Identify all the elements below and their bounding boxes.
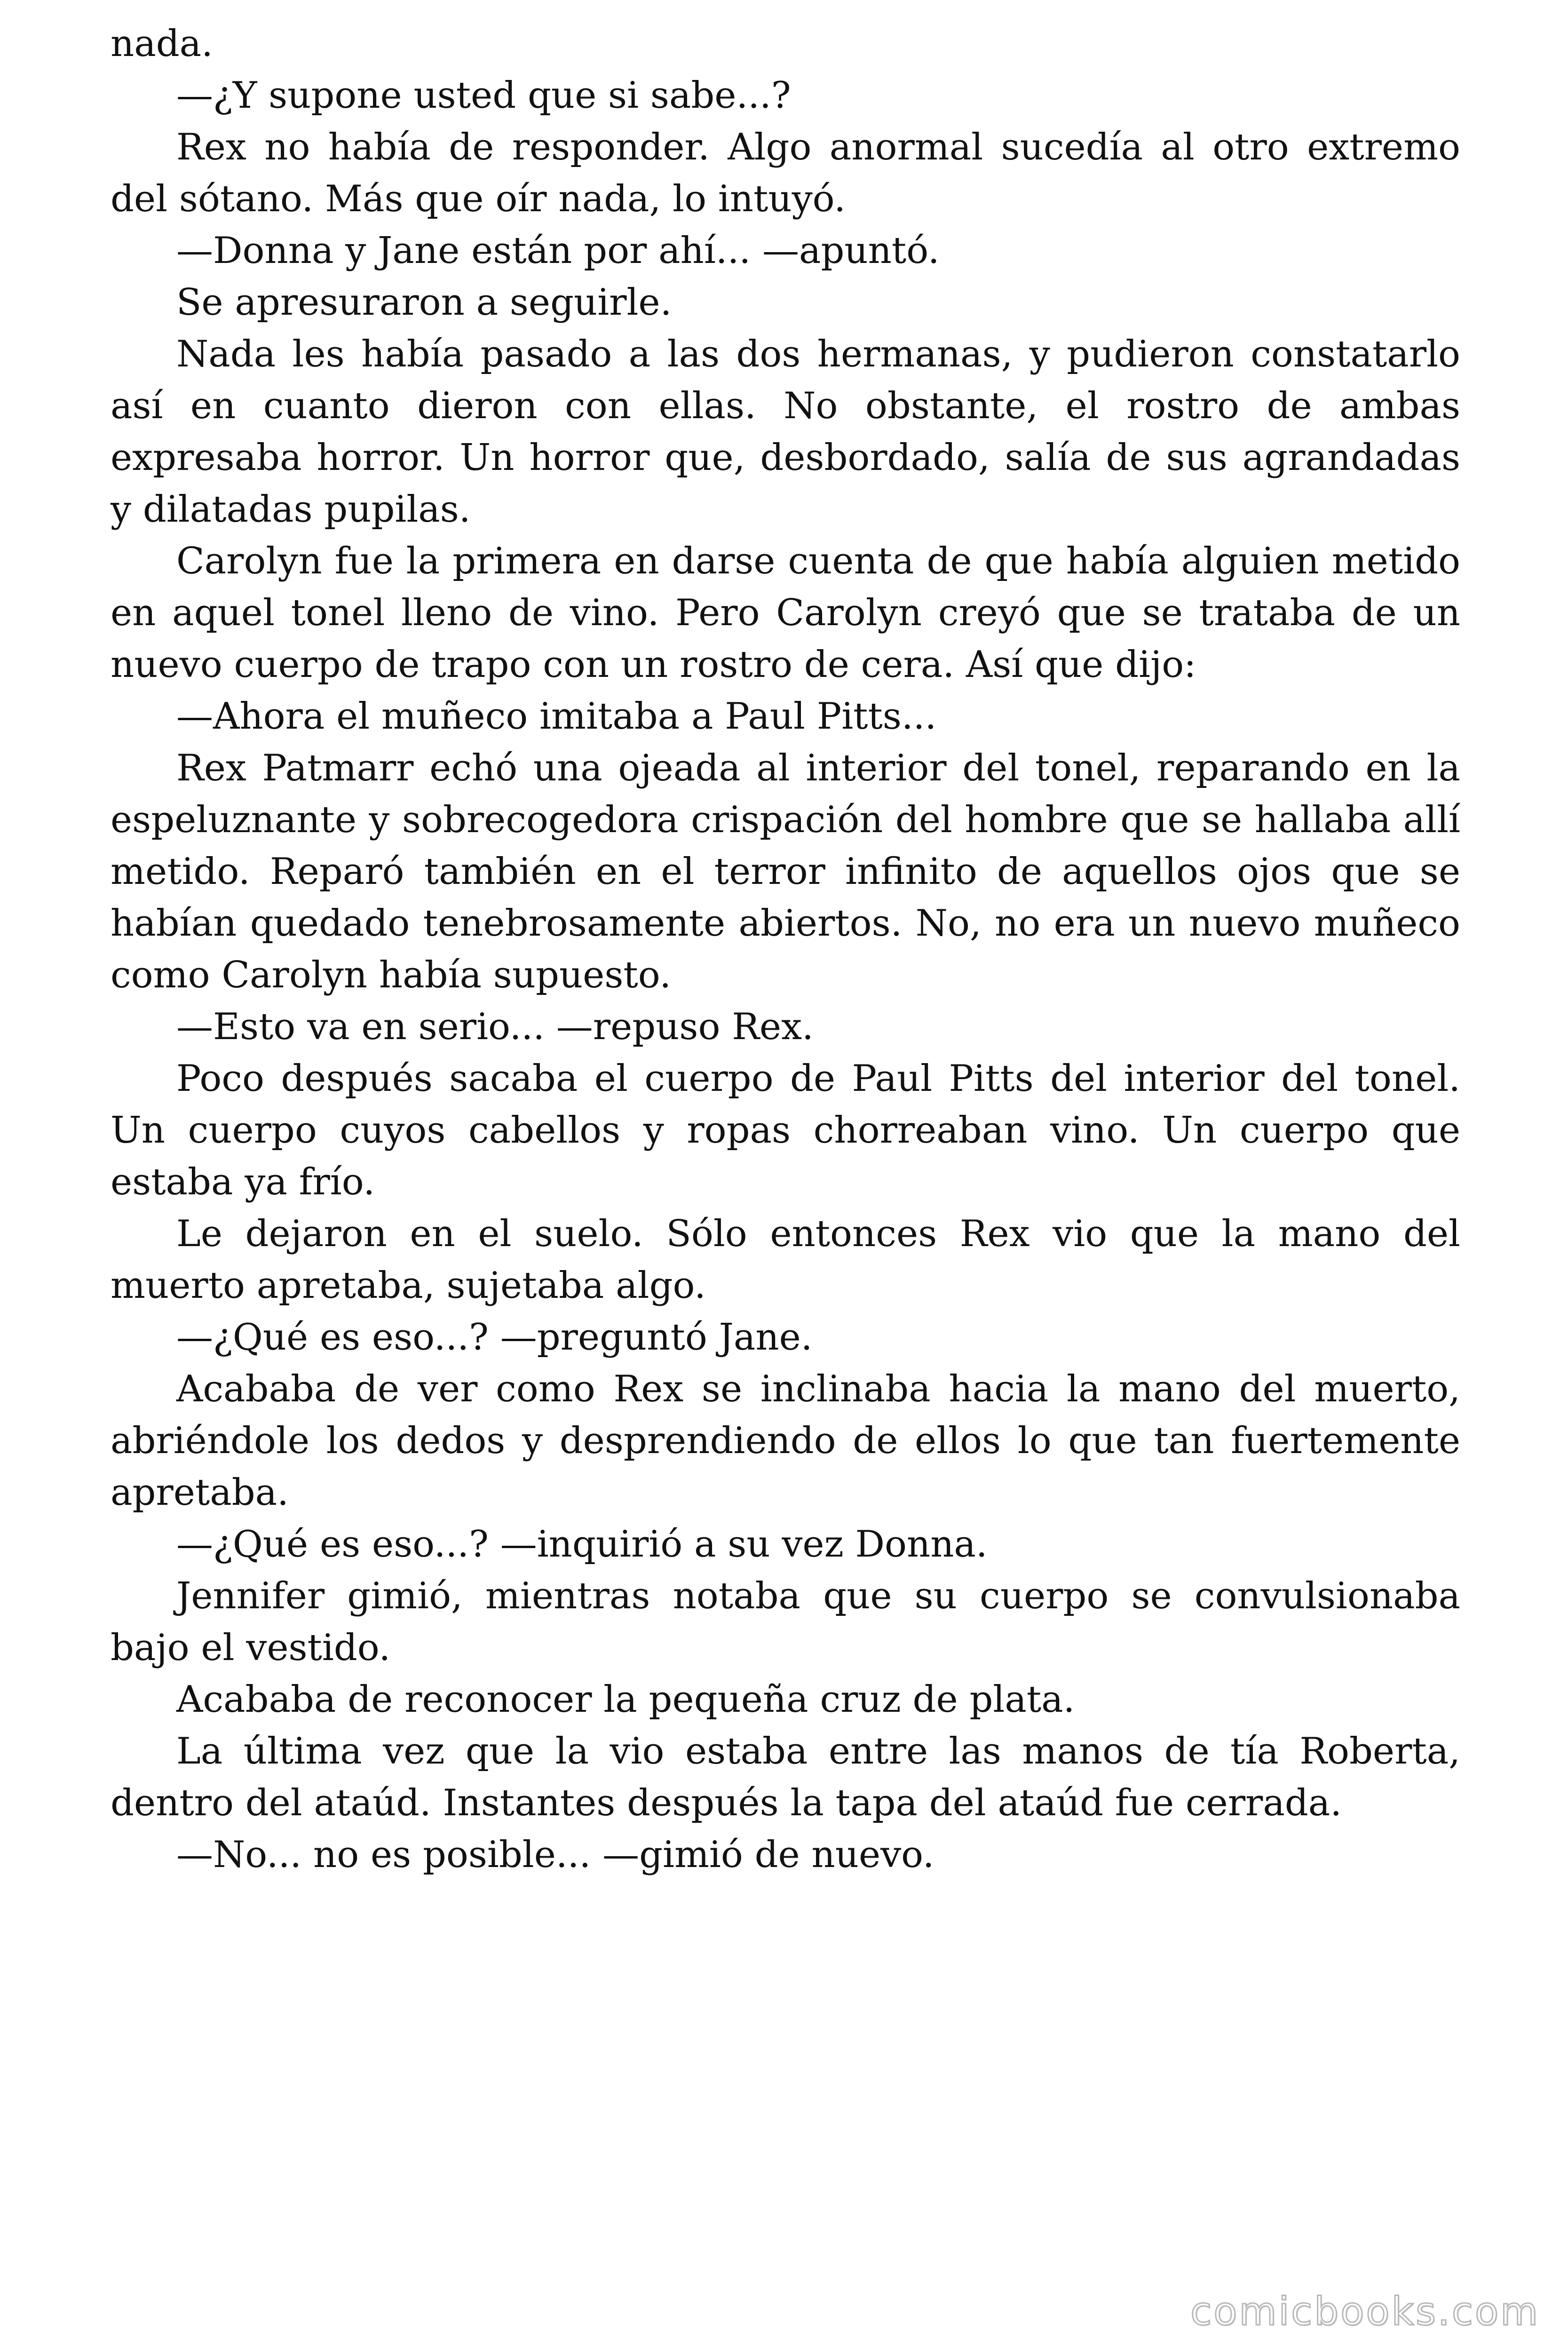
paragraph: Le dejaron en el suelo. Sólo entonces Rex vio que la mano del muerto apretaba, sujetaba algo. [111,1213,1460,1307]
paragraph: Acababa de ver como Rex se inclinaba hacia la mano del muerto, abriéndole los dedos y desprendiendo de ellos lo que tan fuertemente apretaba. [111,1368,1460,1514]
paragraph-dialogue: —¿Y supone usted que si sabe...? [176,74,791,117]
paragraph: Rex Patmarr echó una ojeada al interior del tonel, reparando en la espeluznante y sobrecogedora crispación del hombre que se hallaba allí metido. Reparó también en el terror infinito de aquellos ojos que se habían quedado tenebrosamente abiertos. No, no era un nuevo muñeco como Carolyn había supuesto. [111,747,1460,996]
page-body-text [111,18,1460,1881]
paragraph: Acababa de reconocer la pequeña cruz de plata. [176,1678,1075,1721]
paragraph: Poco después sacaba el cuerpo de Paul Pitts del interior del tonel. Un cuerpo cuyos cabellos y ropas chorreaban vino. Un cuerpo que estaba ya frío. [111,1057,1460,1203]
paragraph: Se apresuraron a seguirle. [176,281,672,324]
paragraph: Carolyn fue la primera en darse cuenta de que había alguien metido en aquel tonel lleno de vino. Pero Carolyn creyó que se trataba de un nuevo cuerpo de trapo con un rostro de cera. Así que dijo: [111,540,1460,686]
watermark-text: comicbooks.com [1190,2289,1540,2334]
paragraph: La última vez que la vio estaba entre las manos de tía Roberta, dentro del ataúd. Instantes después la tapa del ataúd fue cerrada. [111,1730,1460,1824]
paragraph-dialogue: —No... no es posible... —gimió de nuevo. [176,1834,934,1876]
paragraph-dialogue: —¿Qué es eso...? —inquirió a su vez Donna. [176,1523,988,1565]
paragraph: Rex no había de responder. Algo anormal sucedía al otro extremo del sótano. Más que oír nada, lo intuyó. [111,126,1460,220]
paragraph-dialogue: —¿Qué es eso...? —preguntó Jane. [176,1316,813,1359]
paragraph: Jennifer gimió, mientras notaba que su cuerpo se convulsionaba bajo el vestido. [111,1575,1460,1669]
paragraph-continuation: nada. [111,23,213,65]
paragraph-dialogue: —Donna y Jane están por ahí... —apuntó. [176,230,940,272]
paragraph-dialogue: —Ahora el muñeco imitaba a Paul Pitts... [176,695,937,738]
paragraph-dialogue: —Esto va en serio... —repuso Rex. [176,1006,814,1048]
paragraph: Nada les había pasado a las dos hermanas, y pudieron constatarlo así en cuanto dieron con ellas. No obstante, el rostro de ambas expresaba horror. Un horror que, desbordado, salía de sus agrandadas y dilatadas pupilas. [111,333,1460,531]
